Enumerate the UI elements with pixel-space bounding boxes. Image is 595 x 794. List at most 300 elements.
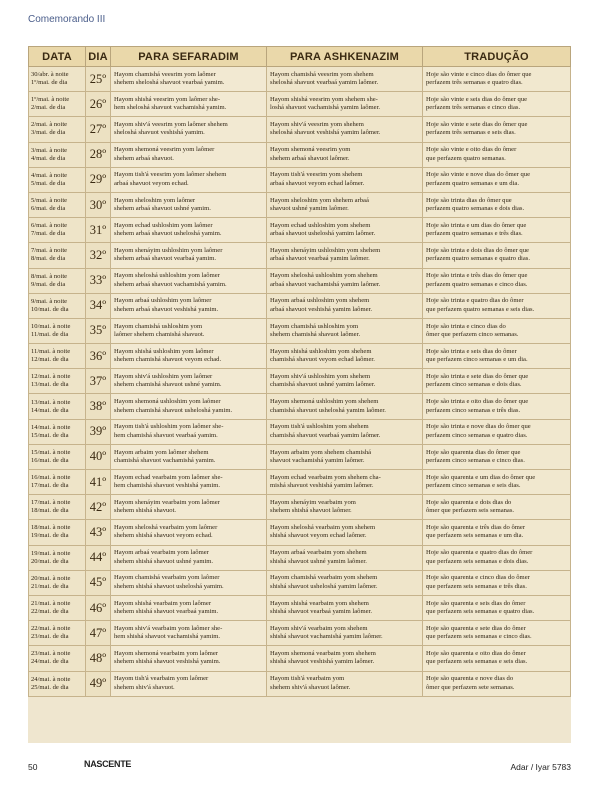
sefaradim-cell-line: shehem chamishá shavuot ushné yamim. [114,381,222,389]
translation-cell-line: Hoje são trinta e um dias do ômer que [426,221,527,229]
date-cell-line: 17/mai. de dia [31,482,69,490]
date-cell-line: 18/mai. à noite [31,524,71,532]
translation-cell-line: perfazem quatro semanas e dois dias. [426,205,525,213]
date-cell-line: 9/mai. à noite [31,297,68,305]
ashkenazim-cell-line: Hayom chamishá ushloshim yom [270,322,359,330]
date-cell-line: 25/mai. de dia [31,683,69,691]
sefaradim-cell-line: Hayom shiv'á veesrim yom laômer shehem [114,121,228,129]
sefaradim-cell-line: Hayom chamishá ushloshim yom [114,322,203,330]
ashkenazim-cell [267,545,423,570]
ashkenazim-cell-line: Hayom arbaá vearbaim yom shehem [270,549,367,557]
translation-cell-line: perfazem três semanas e quatro dias. [426,79,523,87]
sefaradim-cell-line: Hayom shiv'á vearbaim yom laômer she- [114,624,223,632]
sefaradim-cell-line: Hayom arbaá ushloshim yom laômer [114,297,212,305]
ashkenazim-cell-line: shehem chamishá shavuot laômer. [270,330,361,338]
translation-cell [423,419,571,444]
ashkenazim-cell-line: Hayom shishá veesrim yom shehem she- [270,95,378,103]
translation-cell-line: que perfazem seis semanas e um dia. [426,532,524,540]
date-cell-line: 14/mai. à noite [31,423,71,431]
sefaradim-cell-line: Hayom sheloshim yom laômer [114,196,196,204]
day-cell: 35º [86,318,111,343]
date-cell-line: 12/mai. à noite [31,373,71,381]
ashkenazim-cell-line: shishá shavuot veshishá yamim laômer. [270,658,375,666]
translation-cell [423,344,571,369]
ashkenazim-cell-line: Hayom shiv'á veesrim yom shehem [270,121,364,129]
translation-cell [423,318,571,343]
day-cell: 42º [86,495,111,520]
date-cell [29,671,86,696]
sefaradim-cell-line: Hayom chamishá vearbaim yom laômer [114,574,220,582]
table-row [29,470,571,495]
sefaradim-cell-line: shehem arbaá shavuot vachamishá yamim. [114,280,227,288]
date-cell [29,444,86,469]
ashkenazim-cell-line: sheloshá shavuot veshishá yamim laômer. [270,129,381,137]
ashkenazim-cell-line: shishá shavuot ushné yamim laômer. [270,557,367,565]
table-row [29,595,571,620]
day-cell: 37º [86,369,111,394]
date-cell [29,394,86,419]
sefaradim-cell-line: shehem shishá shavuot veyom echad. [114,532,213,540]
sefaradim-cell-line: arbaá shavuot veyom echad. [114,179,189,187]
date-cell-line: 14/mai. de dia [31,406,69,414]
translation-cell [423,92,571,117]
ashkenazim-cell-line: shishá shavuot veyom echad laômer. [270,532,367,540]
table-row [29,293,571,318]
day-cell: 32º [86,243,111,268]
sefaradim-cell [111,570,267,595]
table-header-row [29,47,571,67]
sefaradim-cell [111,646,267,671]
day-cell: 45º [86,570,111,595]
sefaradim-cell-line: hem chamishá shavuot vearbaá yamim. [114,431,218,439]
date-cell [29,646,86,671]
date-cell-line: 24/mai. à noite [31,675,71,683]
date-cell-line: 10/mai. de dia [31,305,69,313]
omer-count-table-container [28,46,571,743]
date-cell [29,243,86,268]
date-cell [29,117,86,142]
translation-cell-line: Hoje são vinte e oito dias do ômer [426,146,517,154]
sefaradim-cell [111,444,267,469]
date-cell-line: 16/mai. à noite [31,474,71,482]
translation-cell-line: perfazem quatro semanas e três dias. [426,230,523,238]
table-row [29,570,571,595]
ashkenazim-cell-line: Hayom shishá ushloshim yom shehem [270,347,372,355]
day-cell: 29º [86,167,111,192]
date-cell [29,621,86,646]
column-header-date: DATA [29,47,86,67]
date-cell [29,470,86,495]
ashkenazim-cell-line: Hayom sheloshá vearbaim yom shehem [270,524,376,532]
date-cell-line: 6/mai. à noite [31,222,68,230]
date-cell-line: 11/mai. à noite [31,348,71,356]
sefaradim-cell-line: shehem chamishá shavuot usheloshá yamim. [114,406,233,414]
ashkenazim-cell [267,495,423,520]
translation-cell-line: perfazem cinco semanas e seis dias. [426,482,521,490]
translation-cell-line: Hoje são trinta e nove dias do ômer que [426,423,531,431]
translation-cell [423,117,571,142]
translation-cell-line: que perfazem seis semanas e quatro dias. [426,608,535,616]
sefaradim-cell-line: sheloshá shavuot veshishá yamim. [114,129,205,137]
translation-cell-line: perfazem cinco semanas e dois dias. [426,381,522,389]
date-cell-line: 5/mai. à noite [31,197,68,205]
date-cell-line: 1º/mai. de dia [31,79,68,87]
sefaradim-cell [111,218,267,243]
translation-cell-line: perfazem três semanas e seis dias. [426,129,516,137]
translation-cell-line: Hoje são vinte e nove dias do ômer que [426,171,531,179]
translation-cell [423,570,571,595]
column-header-sefaradim: PARA SEFARADIM [111,47,267,67]
table-row [29,268,571,293]
sefaradim-cell-line: Hayom shenáyim vearbaim yom laômer [114,498,220,506]
date-cell-line: 7/mai. à noite [31,247,68,255]
table-row [29,344,571,369]
translation-cell-line: Hoje são quarenta e sete dias do ômer [426,624,526,632]
sefaradim-cell [111,117,267,142]
ashkenazim-cell [267,570,423,595]
translation-cell-line: Hoje são vinte e sete dias do ômer que [426,121,528,129]
ashkenazim-cell-line: Hayom chamishá vearbaim yom shehem [270,574,378,582]
date-cell [29,167,86,192]
sefaradim-cell-line: Hayom shemoná ushloshim yom laômer [114,398,221,406]
ashkenazim-cell-line: arbaá shavuot vearbaá yamim laômer. [270,255,370,263]
date-cell-line: 21/mai. à noite [31,600,71,608]
ashkenazim-cell [267,621,423,646]
ashkenazim-cell [267,192,423,217]
ashkenazim-cell-line: arbaá shavuot veshishá yamim laômer. [270,305,372,313]
date-cell [29,142,86,167]
sefaradim-cell-line: shehem arbaá shavuot ushné yamim. [114,205,211,213]
ashkenazim-cell [267,243,423,268]
translation-cell-line: Hoje são quarenta e quatro dias do ômer [426,549,533,557]
table-row [29,92,571,117]
ashkenazim-cell-line: arbaá shavuot veyom echad laômer. [270,179,365,187]
date-cell-line: 23/mai. de dia [31,633,69,641]
table-header [29,47,571,67]
day-cell: 41º [86,470,111,495]
date-cell-line: 20/mai. à noite [31,574,71,582]
sefaradim-cell [111,671,267,696]
ashkenazim-cell [267,167,423,192]
day-cell: 27º [86,117,111,142]
table-row [29,419,571,444]
ashkenazim-cell-line: loshá shavuot vachamishá yamim laômer. [270,104,381,112]
sefaradim-cell [111,369,267,394]
translation-cell-line: perfazem quatro semanas e um dia. [426,179,520,187]
translation-cell-line: perfazem quatro semanas e cinco dias. [426,280,528,288]
table-row [29,117,571,142]
translation-cell-line: Hoje são quarenta dias do ômer que [426,448,521,456]
sefaradim-cell-line: Hayom shishá vearbaim yom laômer [114,599,212,607]
day-cell: 40º [86,444,111,469]
date-cell-line: 11/mai. de dia [31,330,69,338]
day-cell: 31º [86,218,111,243]
ashkenazim-cell-line: Hayom sheloshá ushloshim yom shehem [270,272,378,280]
ashkenazim-cell-line: shavuot ushné yamim laômer. [270,205,349,213]
ashkenazim-cell [267,67,423,92]
date-cell-line: 8/mai. de dia [31,255,66,263]
day-cell: 33º [86,268,111,293]
sefaradim-cell-line: Hayom echad vearbaim yom laômer she- [114,473,223,481]
sefaradim-cell-line: Hayom tish'á ushloshim yom laômer she- [114,423,224,431]
translation-cell-line: que perfazem seis semanas e dois dias. [426,557,529,565]
translation-cell [423,293,571,318]
table-row [29,394,571,419]
ashkenazim-cell-line: chamishá shavuot ushné yamim laômer. [270,381,376,389]
translation-cell-line: Hoje são vinte e cinco dias do ômer que [426,70,532,78]
ashkenazim-cell-line: Hayom shiv'á ushloshim yom shehem [270,372,371,380]
date-cell-line: 5/mai. de dia [31,179,66,187]
date-cell-line: 15/mai. de dia [31,431,69,439]
ashkenazim-cell-line: arbaá shavuot usheloshá yamim laômer. [270,230,376,238]
table-row [29,192,571,217]
date-cell [29,570,86,595]
translation-cell-line: Hoje são vinte e seis dias do ômer que [426,95,528,103]
sefaradim-cell-line: shehem chamishá shavuot veyom echad. [114,356,222,364]
table-row [29,444,571,469]
translation-cell-line: ômer que perfazem sete semanas. [426,683,515,691]
sefaradim-cell-line: Hayom tish'á vearbaim yom laômer [114,675,209,683]
sefaradim-cell [111,92,267,117]
date-cell-line: 9/mai. de dia [31,280,66,288]
ashkenazim-cell-line: Hayom echad vearbaim yom shehem cha- [270,473,381,481]
translation-cell [423,243,571,268]
ashkenazim-cell-line: Hayom shenáyim ushloshim yom shehem [270,247,381,254]
sefaradim-cell-line: Hayom shemoná veesrim yom laômer [114,146,215,154]
ashkenazim-cell [267,419,423,444]
sefaradim-cell-line: Hayom arbaim yom laômer shehem [114,448,209,456]
ashkenazim-cell [267,470,423,495]
sefaradim-cell-line: laômer shehem chamishá shavuot. [114,330,205,338]
ashkenazim-cell [267,520,423,545]
table-row [29,218,571,243]
ashkenazim-cell-line: Hayom chamishá veesrim yom shehem [270,70,374,78]
column-header-translation: TRADUÇÃO [423,47,571,67]
sefaradim-cell [111,520,267,545]
date-cell [29,293,86,318]
translation-cell [423,545,571,570]
date-cell-line: 4/mai. de dia [31,154,66,162]
translation-cell-line: Hoje são trinta e sete dias do ômer que [426,372,529,380]
ashkenazim-cell-line: mishá shavuot veshishá yamim laômer. [270,482,374,490]
ashkenazim-cell [267,595,423,620]
ashkenazim-cell-line: shehem shiv'á shavuot laômer. [270,683,351,691]
sefaradim-cell-line: shehem arbaá shavuot usheloshá yamim. [114,230,222,238]
day-cell: 30º [86,192,111,217]
translation-cell-line: Hoje são quarenta e oito dias do ômer [426,650,526,657]
table-row [29,67,571,92]
issue-label: Adar / Iyar 5783 [510,762,571,772]
ashkenazim-cell-line: shehem shishá shavuot laômer. [270,507,352,515]
translation-cell [423,671,571,696]
translation-cell-line: perfazem três semanas e cinco dias. [426,104,521,112]
translation-cell [423,470,571,495]
translation-cell [423,495,571,520]
sefaradim-cell [111,318,267,343]
translation-cell-line: Hoje são trinta e dois dias do ômer que [426,247,529,254]
translation-cell [423,444,571,469]
ashkenazim-cell [267,142,423,167]
sefaradim-cell-line: shehem arbaá shavuot vearbaá yamim. [114,255,216,263]
table-row [29,545,571,570]
ashkenazim-cell [267,117,423,142]
ashkenazim-cell-line: Hayom shishá vearbaim yom shehem [270,599,369,607]
day-cell: 48º [86,646,111,671]
sefaradim-cell-line: shehem arbaá shavuot. [114,154,174,162]
date-cell [29,545,86,570]
sefaradim-cell-line: Hayom sheloshá ushloshim yom laômer [114,272,220,280]
date-cell-line: 24/mai. de dia [31,658,69,666]
date-cell-line: 15/mai. à noite [31,448,71,456]
ashkenazim-cell-line: shishá shavuot vachamishá yamim laômer. [270,633,383,641]
day-cell: 34º [86,293,111,318]
translation-cell [423,268,571,293]
translation-cell [423,142,571,167]
date-cell [29,520,86,545]
sefaradim-cell-line: shehem shishá shavuot vearbaá yamim. [114,608,219,616]
sefaradim-cell [111,470,267,495]
ashkenazim-cell [267,293,423,318]
day-cell: 44º [86,545,111,570]
ashkenazim-cell-line: Hayom shenáyim vearbaim yom [270,498,356,506]
page-number: 50 [28,762,38,772]
ashkenazim-cell-line: Hayom echad ushloshim yom shehem [270,221,371,229]
ashkenazim-cell [267,671,423,696]
translation-cell-line: Hoje são trinta e três dias do ômer que [426,272,528,280]
sefaradim-cell-line: shehem shishá shavuot ushné yamim. [114,557,214,565]
sefaradim-cell [111,167,267,192]
day-cell: 25º [86,67,111,92]
ashkenazim-cell-line: chamishá shavuot veyom echad laômer. [270,356,375,364]
ashkenazim-cell [267,92,423,117]
table-row [29,520,571,545]
date-cell [29,419,86,444]
table-row [29,318,571,343]
translation-cell-line: perfazem quatro semanas e quatro dias. [426,255,530,263]
translation-cell-line: que perfazem seis semanas e seis dias. [426,658,528,666]
translation-cell-line: Hoje são quarenta e um dias do ômer que [426,473,536,481]
date-cell-line: 16/mai. de dia [31,456,69,464]
date-cell-line: 23/mai. à noite [31,650,71,658]
day-cell: 47º [86,621,111,646]
translation-cell [423,646,571,671]
sefaradim-cell-line: Hayom shiv'á ushloshim yom laômer [114,372,213,380]
ashkenazim-cell [267,444,423,469]
ashkenazim-cell-line: shavuot vachamishá yamim laômer. [270,456,365,464]
translation-cell-line: perfazem cinco semanas e três dias. [426,406,521,414]
date-cell [29,595,86,620]
translation-cell-line: Hoje são trinta e oito dias do ômer que [426,398,529,406]
sefaradim-cell [111,545,267,570]
translation-cell-line: Hoje são quarenta e nove dias do [426,675,514,683]
date-cell-line: 3/mai. de dia [31,129,66,137]
day-cell: 43º [86,520,111,545]
sefaradim-cell [111,595,267,620]
table-row [29,621,571,646]
sefaradim-cell [111,419,267,444]
date-cell-line: 6/mai. de dia [31,205,66,213]
translation-cell-line: perfazem cinco semanas e cinco dias. [426,456,525,464]
ashkenazim-cell-line: Hayom tish'á vearbaim yom [270,675,345,683]
day-cell: 49º [86,671,111,696]
date-cell-line: 19/mai. de dia [31,532,69,540]
table-row [29,243,571,268]
ashkenazim-cell-line: Hayom tish'á ushloshim yom shehem [270,423,369,431]
date-cell-line: 22/mai. à noite [31,625,71,633]
sefaradim-cell [111,243,267,268]
date-cell-line: 3/mai. à noite [31,146,68,154]
table-row [29,495,571,520]
sefaradim-cell-line: shehem shishá shavuot usheloshá yamim. [114,582,224,590]
sefaradim-cell-line: shehem shishá shavuot veshishá yamim. [114,658,221,666]
translation-cell-line: Hoje são trinta dias do ômer que [426,196,512,204]
date-cell-line: 18/mai. de dia [31,507,69,515]
date-cell-line: 8/mai. à noite [31,272,68,280]
date-cell [29,344,86,369]
sefaradim-cell [111,142,267,167]
translation-cell [423,394,571,419]
translation-cell [423,67,571,92]
date-cell [29,218,86,243]
ashkenazim-cell-line: arbaá shavuot vachamishá yamim laômer. [270,280,381,288]
day-cell: 36º [86,344,111,369]
sefaradim-cell-line: hem shishá shavuot vachamishá yamim. [114,633,221,641]
table-body [29,67,571,697]
table-row [29,369,571,394]
sefaradim-cell-line: hem chamishá shavuot veshishá yamim. [114,482,221,490]
date-cell-line: 2/mai. de dia [31,104,66,112]
ashkenazim-cell-line: chamishá shavuot vearbaá yamim laômer. [270,431,381,439]
date-cell [29,318,86,343]
translation-cell-line: Hoje são quarenta e seis dias do ômer [426,599,526,607]
ashkenazim-cell-line: Hayom arbaim yom shehem chamishá [270,448,372,456]
sefaradim-cell [111,621,267,646]
date-cell-line: 17/mai. à noite [31,499,71,507]
date-cell-line: 4/mai. à noite [31,171,68,179]
translation-cell [423,218,571,243]
ashkenazim-cell [267,218,423,243]
translation-cell-line: Hoje são quarenta e dois dias do [426,498,512,506]
date-cell-line: 10/mai. à noite [31,322,71,330]
sefaradim-cell-line: shehem arbaá shavuot veshishá yamim. [114,305,219,313]
sefaradim-cell-line: Hayom shishá veesrim yom laômer she- [114,95,221,103]
ashkenazim-cell-line: Hayom shemoná ushloshim yom shehem [270,398,379,406]
table-row [29,671,571,696]
date-cell-line: 20/mai. de dia [31,557,69,565]
date-cell [29,369,86,394]
day-cell: 39º [86,419,111,444]
ashkenazim-cell [267,394,423,419]
ashkenazim-cell [267,344,423,369]
day-cell: 28º [86,142,111,167]
sefaradim-cell-line: Hayom chamishá veesrim yom laômer [114,70,216,78]
date-cell-line: 30/abr. à noite [31,71,69,79]
sefaradim-cell-line: Hayom shemoná vearbaim yom laômer [114,650,219,657]
date-cell-line: 13/mai. de dia [31,381,69,389]
table-row [29,167,571,192]
translation-cell-line: Hoje são trinta e quatro dias do ômer [426,297,524,305]
date-cell-line: 2/mai. à noite [31,121,68,129]
translation-cell-line: que perfazem seis semanas e cinco dias. [426,633,532,641]
translation-cell [423,520,571,545]
sefaradim-cell-line: Hayom shenáyim ushloshim yom laômer [114,247,223,254]
ashkenazim-cell-line: Hayom arbaá ushloshim yom shehem [270,297,370,305]
translation-cell-line: Hoje são trinta e cinco dias do [426,322,506,330]
translation-cell-line: que perfazem quatro semanas. [426,154,506,162]
ashkenazim-cell-line: Hayom shemoná vearbaim yom shehem [270,650,376,657]
sefaradim-cell [111,67,267,92]
date-cell [29,67,86,92]
